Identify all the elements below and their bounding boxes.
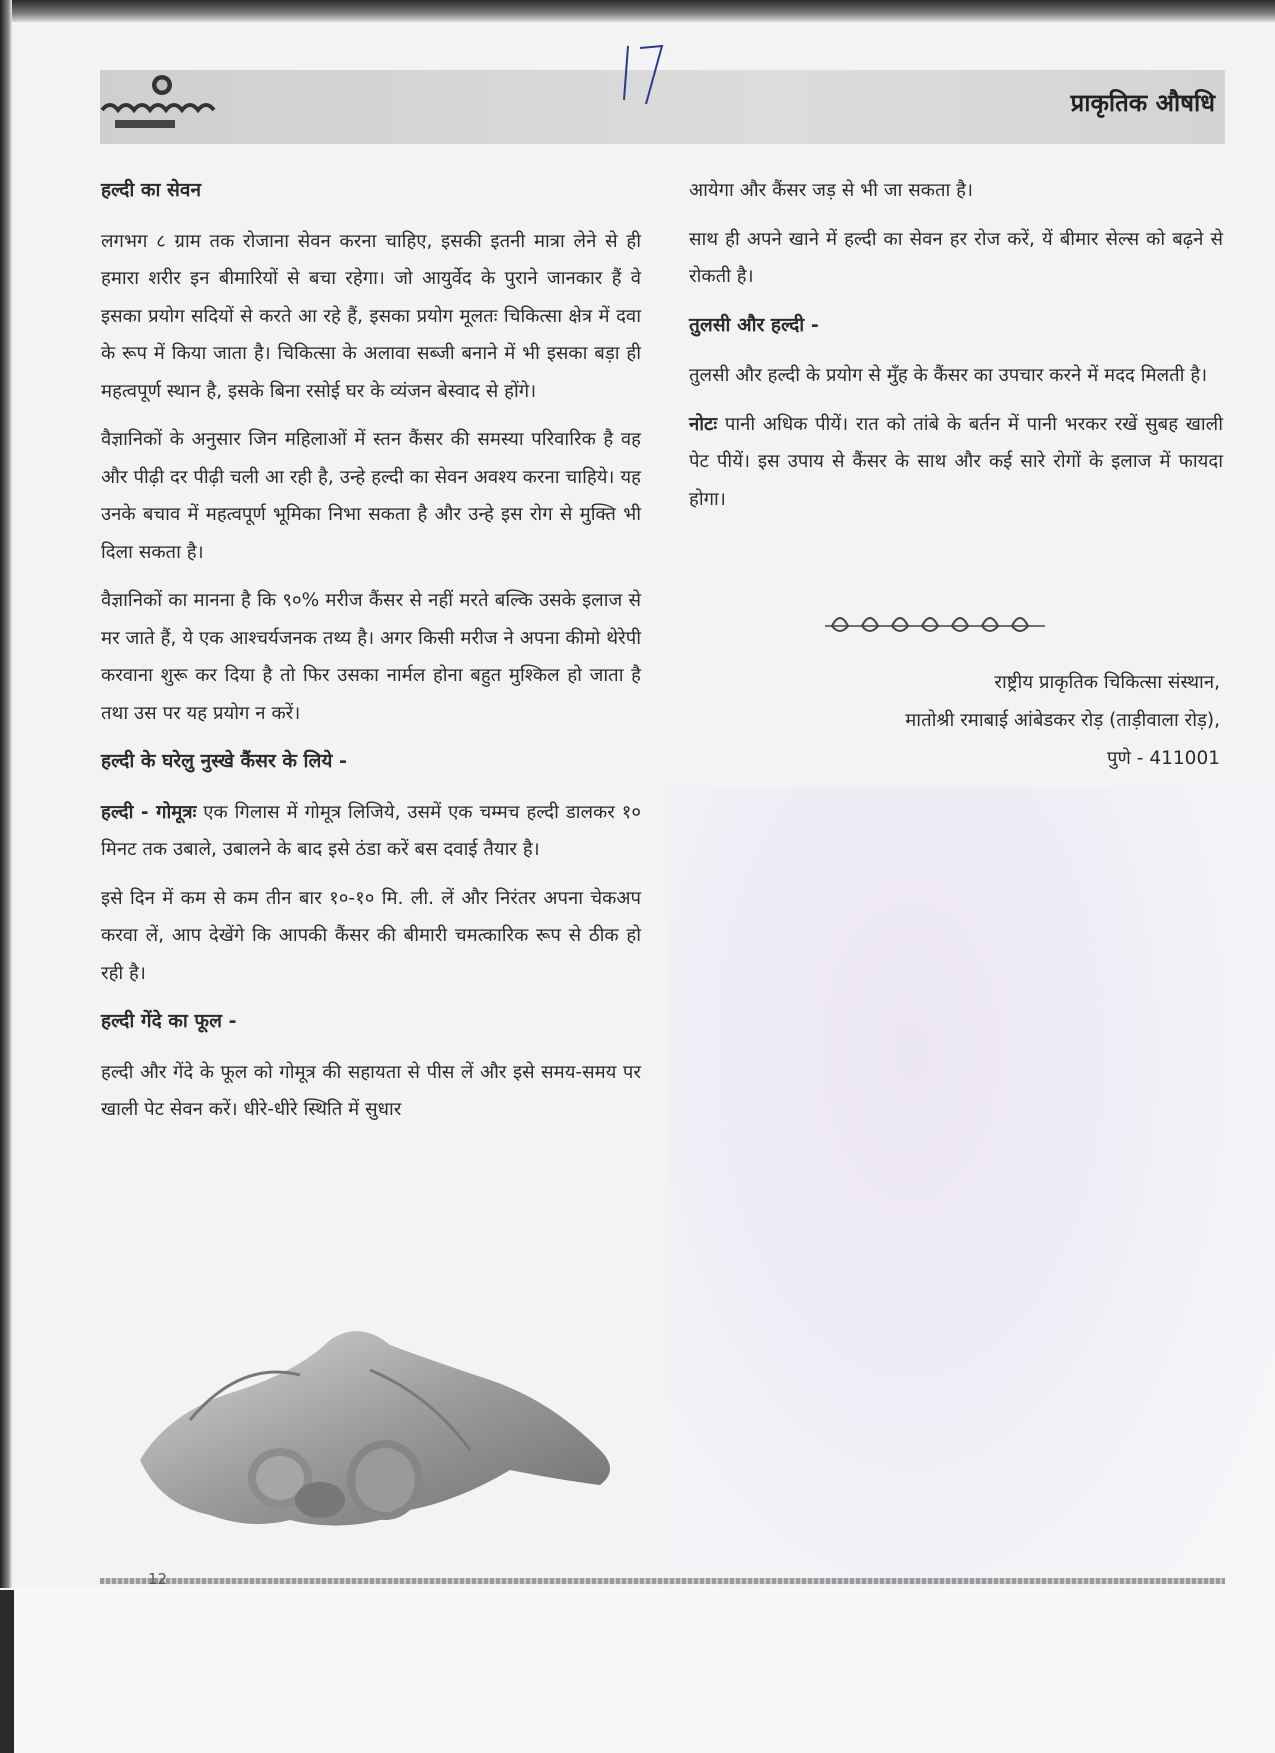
paragraph: हल्दी और गेंदे के फूल को गोमूत्र की सहायता से पीस लें और इसे समय-समय पर खाली पेट सेवन करें। धीरे-धीरे स्थिति में सुधार [101, 1061, 641, 1120]
note-lead: नोटः [689, 413, 718, 435]
address-line: मातोश्री रमाबाई आंबेडकर रोड़ (ताड़ीवाला रोड़), [905, 710, 1220, 731]
address-line: राष्ट्रीय प्राकृतिक चिकित्सा संस्थान, [994, 672, 1220, 693]
handwritten-mark-icon [600, 38, 680, 118]
paragraph: वैज्ञानिकों के अनुसार जिन महिलाओं में स्तन कैंसर की समस्या परिवारिक है वह और पीढ़ी दर पीढ़ी चली आ रही है, उन्हे हल्दी का सेवन अवश्य करना चाहिये। यह उनके बचाव में महत्वपूर्ण भूमिका निभा सकता है और उन्हे इस रोग से मुक्ति भी दिला सकता है। [101, 429, 641, 563]
heading-haldi-ka-sevan: हल्दी का सेवन [101, 179, 201, 201]
address-line: पुणे - 411001 [1107, 748, 1220, 769]
scan-bottom-left-edge [0, 1590, 14, 1753]
sun-waves-logo-icon [100, 70, 230, 144]
scan-top-edge [0, 0, 1275, 22]
scan-bottom-blank [0, 1588, 1275, 1753]
heading-home-remedies: हल्दी के घरेलु नुस्खे कैंसर के लिये - [101, 750, 347, 772]
right-column [689, 172, 1223, 529]
decorative-divider-icon [820, 604, 1050, 644]
scan-left-edge [0, 0, 12, 1753]
note-body: पानी अधिक पीयें। रात को तांबे के बर्तन में पानी भरकर रखें सुबह खाली पेट पीयें। इस उपाय से कैंसर के साथ और कई सारे रोगों के इलाज में फायदा होगा। [689, 413, 1223, 510]
paragraph: वैज्ञानिकों का मानना है कि ९०% मरीज कैंसर से नहीं मरते बल्कि उसके इलाज से मर जाते हैं, ये एक आश्चर्यजनक तथ्य है। अगर किसी मरीज ने अपना कीमो थेरेपी करवाना शुरू कर दिया है तो फिर उसका नार्मल होना बहुत मुश्किल हो जाता है तथा उस पर यह प्रयोग न करें। [101, 590, 641, 724]
paragraph-lead: हल्दी - गोमूत्रः [101, 801, 197, 823]
paragraph: लगभग ८ ग्राम तक रोजाना सेवन करना चाहिए, इसकी इतनी मात्रा लेने से ही हमारा शरीर इन बीमारियों से बचा रहेगा। जो आयुर्वेद के पुराने जानकार हैं वे इसका प्रयोग सदियों से करते आ रहे हैं, इसका प्रयोग मूलतः चिकित्सा क्षेत्र में दवा के रूप में किया जाता है। चिकित्सा के अलावा सब्जी बनाने में भी इसका बड़ा ही महत्वपूर्ण स्थान है, इसके बिना रसोई घर के व्यंजन बेस्वाद से होंगे। [101, 230, 641, 402]
address-block [700, 664, 1220, 778]
paragraph: इसे दिन में कम से कम तीन बार १०-१० मि. ली. लें और निरंतर अपना चेकअप करवा लें, आप देखेंगे कि आपकी कैंसर की बीमारी चमत्कारिक रूप से ठीक हो रही है। [101, 887, 641, 984]
pasted-paper-patch [668, 787, 1275, 1667]
heading-marigold: हल्दी गेंदे का फूल - [101, 1010, 237, 1032]
note-paragraph [689, 406, 1223, 519]
footer-rule [100, 1578, 1225, 1584]
paragraph-gomutra [101, 794, 641, 869]
heading-tulsi-haldi: तुलसी और हल्दी - [689, 313, 819, 336]
left-column [101, 172, 641, 1140]
paragraph-body: एक गिलास में गोमूत्र लिजिये, उसमें एक चम्मच हल्दी डालकर १० मिनट तक उबाले, उबालने के बाद इसे ठंडा करें बस दवाई तैयार है। [101, 801, 641, 860]
paragraph: तुलसी और हल्दी के प्रयोग से मुँह के कैंसर का उपचार करने में मदद मिलती है। [689, 365, 1208, 386]
paragraph: साथ ही अपने खाने में हल्दी का सेवन हर रोज करें, यें बीमार सेल्स को बढ़ने से रोकती है। [689, 228, 1223, 287]
turmeric-root-image [130, 1300, 630, 1545]
section-title: प्राकृतिक औषधि [1070, 89, 1215, 117]
page-number: 12 [148, 1570, 168, 1588]
paragraph: आयेगा और कैंसर जड़ से भी जा सकता है। [689, 180, 973, 201]
